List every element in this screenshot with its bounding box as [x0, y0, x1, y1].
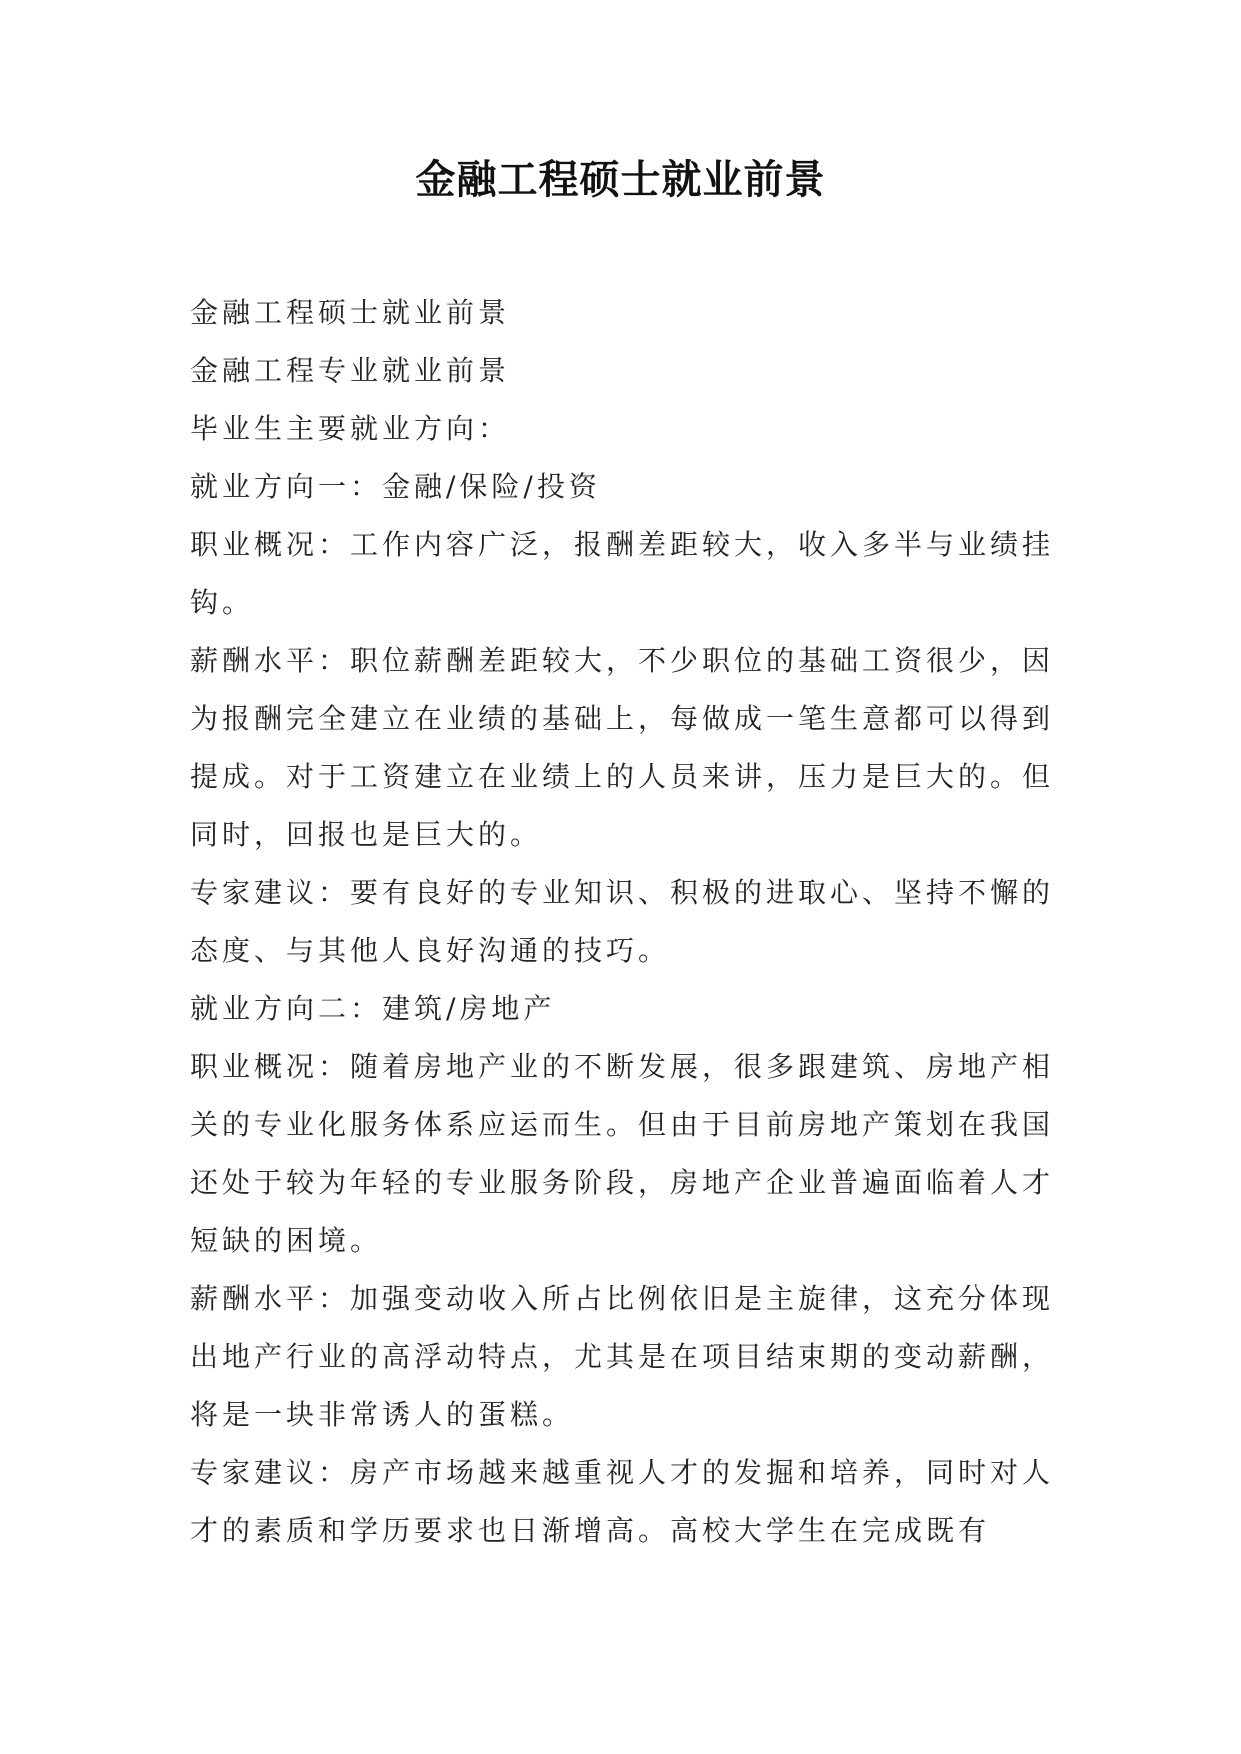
paragraph-directions-heading: 毕业生主要就业方向： [190, 412, 511, 445]
paragraph-expert-advice-2: 专家建议：房产市场越来越重视人才的发掘和培养，同时对人才的素质和学历要求也日渐增高。高校大学生在完成既有 [190, 1456, 1055, 1547]
paragraph-direction-one: 就业方向一：金融/保险/投资 [190, 470, 601, 503]
paragraph-career-overview-1: 职业概况：工作内容广泛，报酬差距较大，收入多半与业绩挂钩。 [190, 528, 1055, 619]
paragraph-expert-advice-1: 专家建议：要有良好的专业知识、积极的进取心、坚持不懈的态度、与其他人良好沟通的技巧。 [190, 876, 1055, 967]
document-title: 金融工程硕士就业前景 [415, 157, 826, 203]
paragraph-subtitle-1: 金融工程硕士就业前景 [190, 296, 511, 329]
paragraph-salary-level-1: 薪酬水平：职位薪酬差距较大，不少职位的基础工资很少，因为报酬完全建立在业绩的基础上，每做成一笔生意都可以得到提成。对于工资建立在业绩上的人员来讲，压力是巨大的。但同时，回报也是巨大的。 [190, 644, 1055, 851]
paragraph-subtitle-2: 金融工程专业就业前景 [190, 354, 511, 387]
paragraph-career-overview-2: 职业概况：随着房地产业的不断发展，很多跟建筑、房地产相关的专业化服务体系应运而生。但由于目前房地产策划在我国还处于较为年轻的专业服务阶段，房地产企业普遍面临着人才短缺的困境。 [190, 1050, 1055, 1257]
paragraph-salary-level-2: 薪酬水平：加强变动收入所占比例依旧是主旋律，这充分体现出地产行业的高浮动特点，尤其是在项目结束期的变动薪酬，将是一块非常诱人的蛋糕。 [190, 1282, 1055, 1431]
paragraph-direction-two: 就业方向二：建筑/房地产 [190, 992, 556, 1025]
document-body [190, 284, 1060, 1560]
